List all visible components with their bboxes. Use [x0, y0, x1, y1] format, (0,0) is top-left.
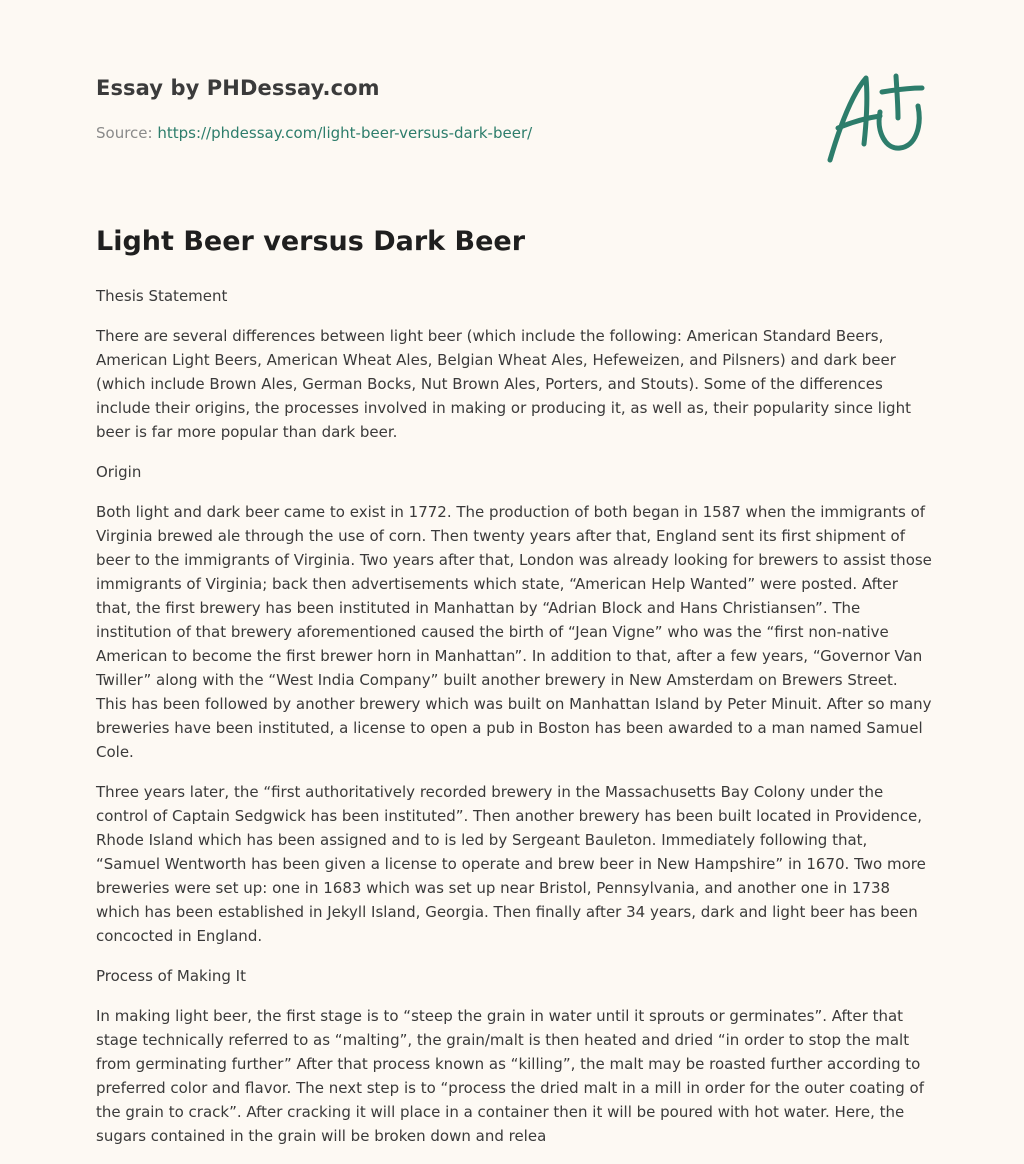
paragraph-origin-1: Both light and dark beer came to exist in 1772. The production of both began in 1587 when the immigrants of Virginia brewed ale through the use of corn. Then twenty years after that, England sent its first shipment of beer to the immigrants of Virginia. Two years after that, London was already looking for brewers to assist those immigrants of Virginia; back then advertisements which state, “American Help Wanted” were posted. After that, the first brewery has been instituted in Manhattan by “Adrian Block and Hans Christiansen”. The institution of that brewery aforementioned caused the birth of “Jean Vigne” who was the “first non-native American to become the first brewer horn in Manhattan”. In addition to that, after a few years, “Governor Van Twiller” along with the “West India Company” built another brewery in New Amsterdam on Brewers Street. This has been followed by another brewery which was built on Manhattan Island by Peter Minuit. After so many breweries have been instituted, a license to open a pub in Boston has been awarded to a man named Samuel Cole. [96, 503, 932, 761]
paragraph-process: In making light beer, the first stage is to “steep the grain in water until it sprouts or germinates”. After that stage technically referred to as “malting”, the grain/malt is then heated and dried “in order to stop the malt from germinating further” After that process known as “killing”, the malt may be roasted further according to preferred color and flavor. The next step is to “process the dried malt in a mill in order for the outer coating of the grain to crack”. After cracking it will place in a container then it will be poured with hot water. Here, the sugars contained in the grain will be broken down and relea [96, 1007, 925, 1145]
section-heading-origin: Origin [96, 463, 142, 481]
section-heading-process: Process of Making It [96, 967, 246, 985]
paragraph-origin-2: Three years later, the “first authoritatively recorded brewery in the Massachusetts Bay Colony under the control of Captain Sedgwick has been instituted”. Then another brewery has been built located in Providence, Rhode Island which has been assigned and to is led by Sergeant Bauleton. Immediately following that, “Samuel Wentworth has been given a license to operate and brew beer in New Hampshire” in 1670. Two more breweries were set up: one in 1683 which was set up near Bristol, Pennsylvania, and another one in 1738 which has been established in Jekyll Island, Georgia. Then finally after 34 years, dark and light beer has been concocted in England. [96, 783, 926, 945]
site-brand: Essay by PHDessay.com [96, 76, 380, 100]
essay-title: Light Beer versus Dark Beer [96, 226, 526, 257]
essay-body [96, 284, 932, 1164]
source-line [96, 124, 532, 142]
source-link[interactable]: https://phdessay.com/light-beer-versus-dark-beer/ [157, 124, 533, 142]
section-heading-thesis: Thesis Statement [96, 287, 228, 305]
a-plus-logo [818, 66, 930, 166]
paragraph-thesis: There are several differences between light beer (which include the following: American Standard Beers, American Light Beers, American Wheat Ales, Belgian Wheat Ales, Hefeweizen, and Pilsners) and dark beer (which include Brown Ales, German Bocks, Nut Brown Ales, Porters, and Stouts). Some of the differences include their origins, the processes involved in making or producing it, as well as, their popularity since light beer is far more popular than dark beer. [96, 327, 911, 441]
source-label: Source: [96, 124, 158, 142]
